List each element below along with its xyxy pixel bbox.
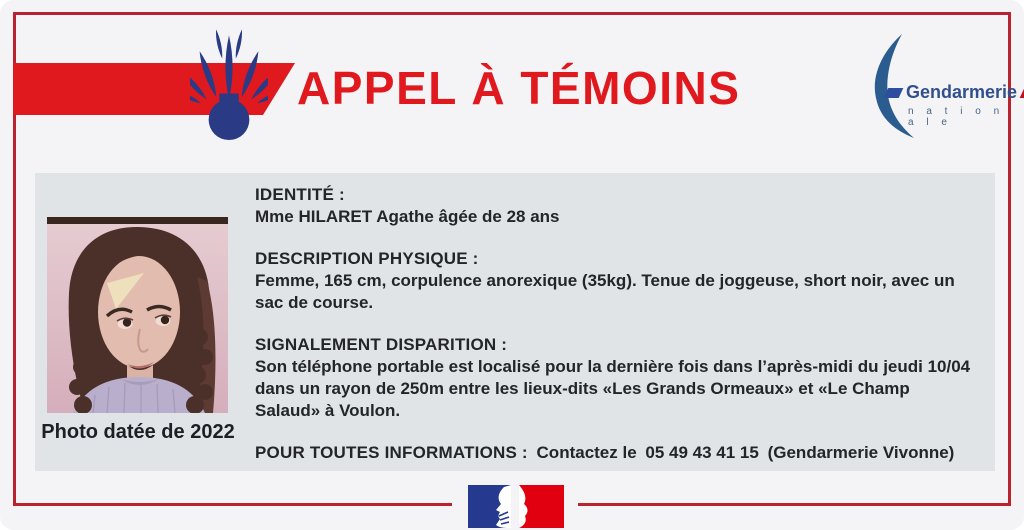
- section-heading: IDENTITÉ :: [255, 185, 345, 204]
- marianne-icon: [468, 485, 564, 528]
- missing-person-photo: [47, 217, 228, 413]
- content-panel: [35, 173, 995, 471]
- contact-label: POUR TOUTES INFORMATIONS :: [255, 443, 528, 462]
- gendarmerie-red-mark: [1020, 88, 1024, 98]
- section-body: Mme HILARET Agathe âgée de 28 ans: [255, 207, 560, 226]
- gendarmerie-nationale-logo: [862, 34, 1018, 144]
- section-signalement-disparition: [255, 334, 971, 422]
- contact-line: [255, 442, 971, 464]
- photo-caption: Photo datée de 2022: [41, 421, 235, 443]
- gendarmerie-grenade-icon: [190, 14, 268, 142]
- contact-suffix: (Gendarmerie Vivonne): [767, 443, 955, 462]
- section-heading: SIGNALEMENT DISPARITION :: [255, 335, 508, 354]
- gendarmerie-logo-name: Gendarmerie: [906, 82, 1018, 102]
- section-body: Son téléphone portable est localisé pour la dernière fois dans l’après-midi du jeudi 10/04 dans un rayon de 250m entre les lieux-dits «Les Grands Ormeaux» et «Le Champ Salaud» à Voulon.: [255, 357, 971, 420]
- contact-phone-number: 05 49 43 41 15: [645, 443, 759, 462]
- section-body: Femme, 165 cm, corpulence anorexique (35kg). Tenue de joggeuse, short noir, avec un sac de course.: [255, 271, 955, 312]
- section-identite: [255, 184, 971, 228]
- gendarmerie-logo-subname: n a t i o n a l e: [908, 106, 1005, 128]
- section-description-physique: [255, 248, 971, 314]
- section-heading: DESCRIPTION PHYSIQUE :: [255, 249, 479, 268]
- details-text-column: [255, 184, 971, 464]
- contact-prefix: Contactez le: [536, 443, 637, 462]
- poster-title: APPEL À TÉMOINS: [297, 62, 741, 114]
- gendarmerie-blue-mark: [884, 88, 904, 98]
